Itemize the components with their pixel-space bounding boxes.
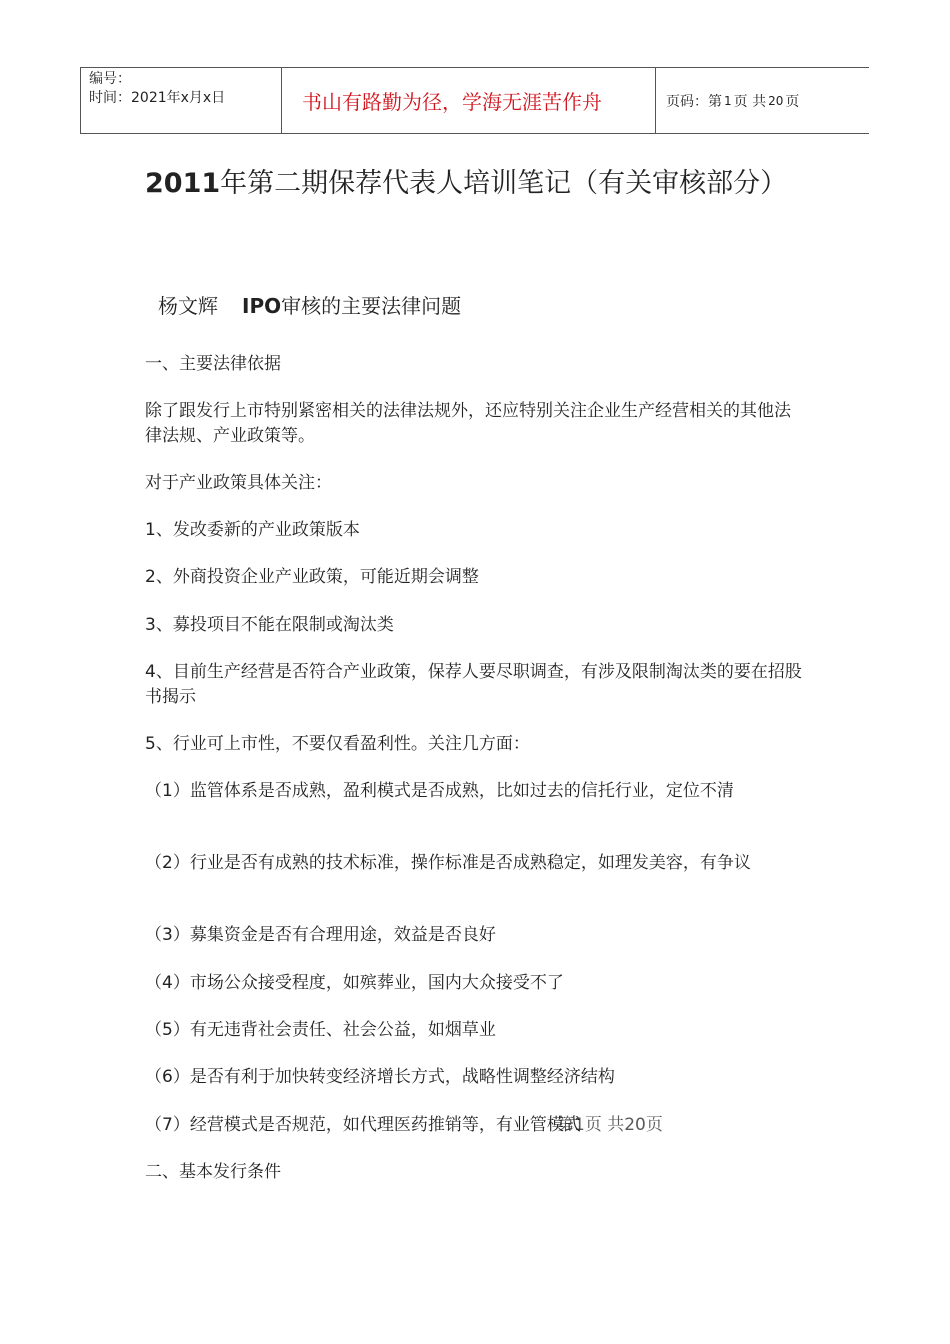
paragraph: （1）监管体系是否成熟，盈利模式是否成熟，比如过去的信托行业，定位不清 bbox=[145, 781, 734, 801]
time-label: 时间：2021年x月x日 bbox=[89, 90, 226, 106]
number-label: 编号： bbox=[89, 71, 131, 87]
header-meta bbox=[81, 68, 282, 133]
document-header bbox=[80, 67, 869, 134]
subtitle-topic-rest: 审核的主要法律问题 bbox=[281, 294, 462, 318]
paragraph: 对于产业政策具体关注： bbox=[145, 473, 332, 493]
paragraph: 除了跟发行上市特别紧密相关的法律法规外，还应特别关注企业生产经营相关的其他法律法规、产业政策等。 bbox=[145, 401, 791, 446]
paragraph: （6）是否有利于加快转变经济增长方式，战略性调整经济结构 bbox=[145, 1067, 615, 1087]
page-prefix: 页码：第 bbox=[666, 93, 722, 110]
page-middle: 页 共 bbox=[733, 93, 767, 110]
subtitle-topic-bold: IPO bbox=[242, 294, 282, 318]
paragraph: 二、基本发行条件 bbox=[145, 1162, 281, 1182]
paragraph: 5、行业可上市性，不要仅看盈利性。关注几方面： bbox=[145, 734, 530, 754]
page-footer-overlap: 第1页 共20页 bbox=[557, 1115, 663, 1135]
header-motto: 书山有路勤为径，学海无涯苦作舟 bbox=[282, 68, 656, 133]
paragraph: 3、募投项目不能在限制或淘汰类 bbox=[145, 615, 394, 635]
section-subtitle bbox=[158, 290, 461, 319]
page-title bbox=[145, 160, 805, 208]
paragraph: 2、外商投资企业产业政策，可能近期会调整 bbox=[145, 567, 479, 587]
header-page-info bbox=[656, 68, 869, 133]
paragraph: （7）经营模式是否规范，如代理医药推销等，有业管模式 bbox=[145, 1115, 581, 1135]
title-text: 年第二期保荐代表人培训笔记（有关审核部分） bbox=[220, 168, 788, 199]
paragraph: （3）募集资金是否有合理用途，效益是否良好 bbox=[145, 925, 496, 945]
page-total: 20 bbox=[768, 93, 784, 108]
subtitle-author: 杨文辉 bbox=[158, 294, 218, 318]
page-current: 1 bbox=[724, 93, 732, 108]
paragraph: （5）有无违背社会责任、社会公益，如烟草业 bbox=[145, 1020, 496, 1040]
paragraph: （4）市场公众接受程度，如殡葬业，国内大众接受不了 bbox=[145, 973, 564, 993]
paragraph: （2）行业是否有成熟的技术标准，操作标准是否成熟稳定，如理发美容，有争议 bbox=[145, 853, 751, 873]
title-year: 2011 bbox=[145, 168, 221, 199]
paragraph: 一、主要法律依据 bbox=[145, 354, 281, 374]
paragraph: 1、发改委新的产业政策版本 bbox=[145, 520, 360, 540]
paragraph: 4、目前生产经营是否符合产业政策，保荐人要尽职调查，有涉及限制淘汰类的要在招股书揭示 bbox=[145, 662, 802, 707]
page-suffix: 页 bbox=[785, 93, 800, 110]
